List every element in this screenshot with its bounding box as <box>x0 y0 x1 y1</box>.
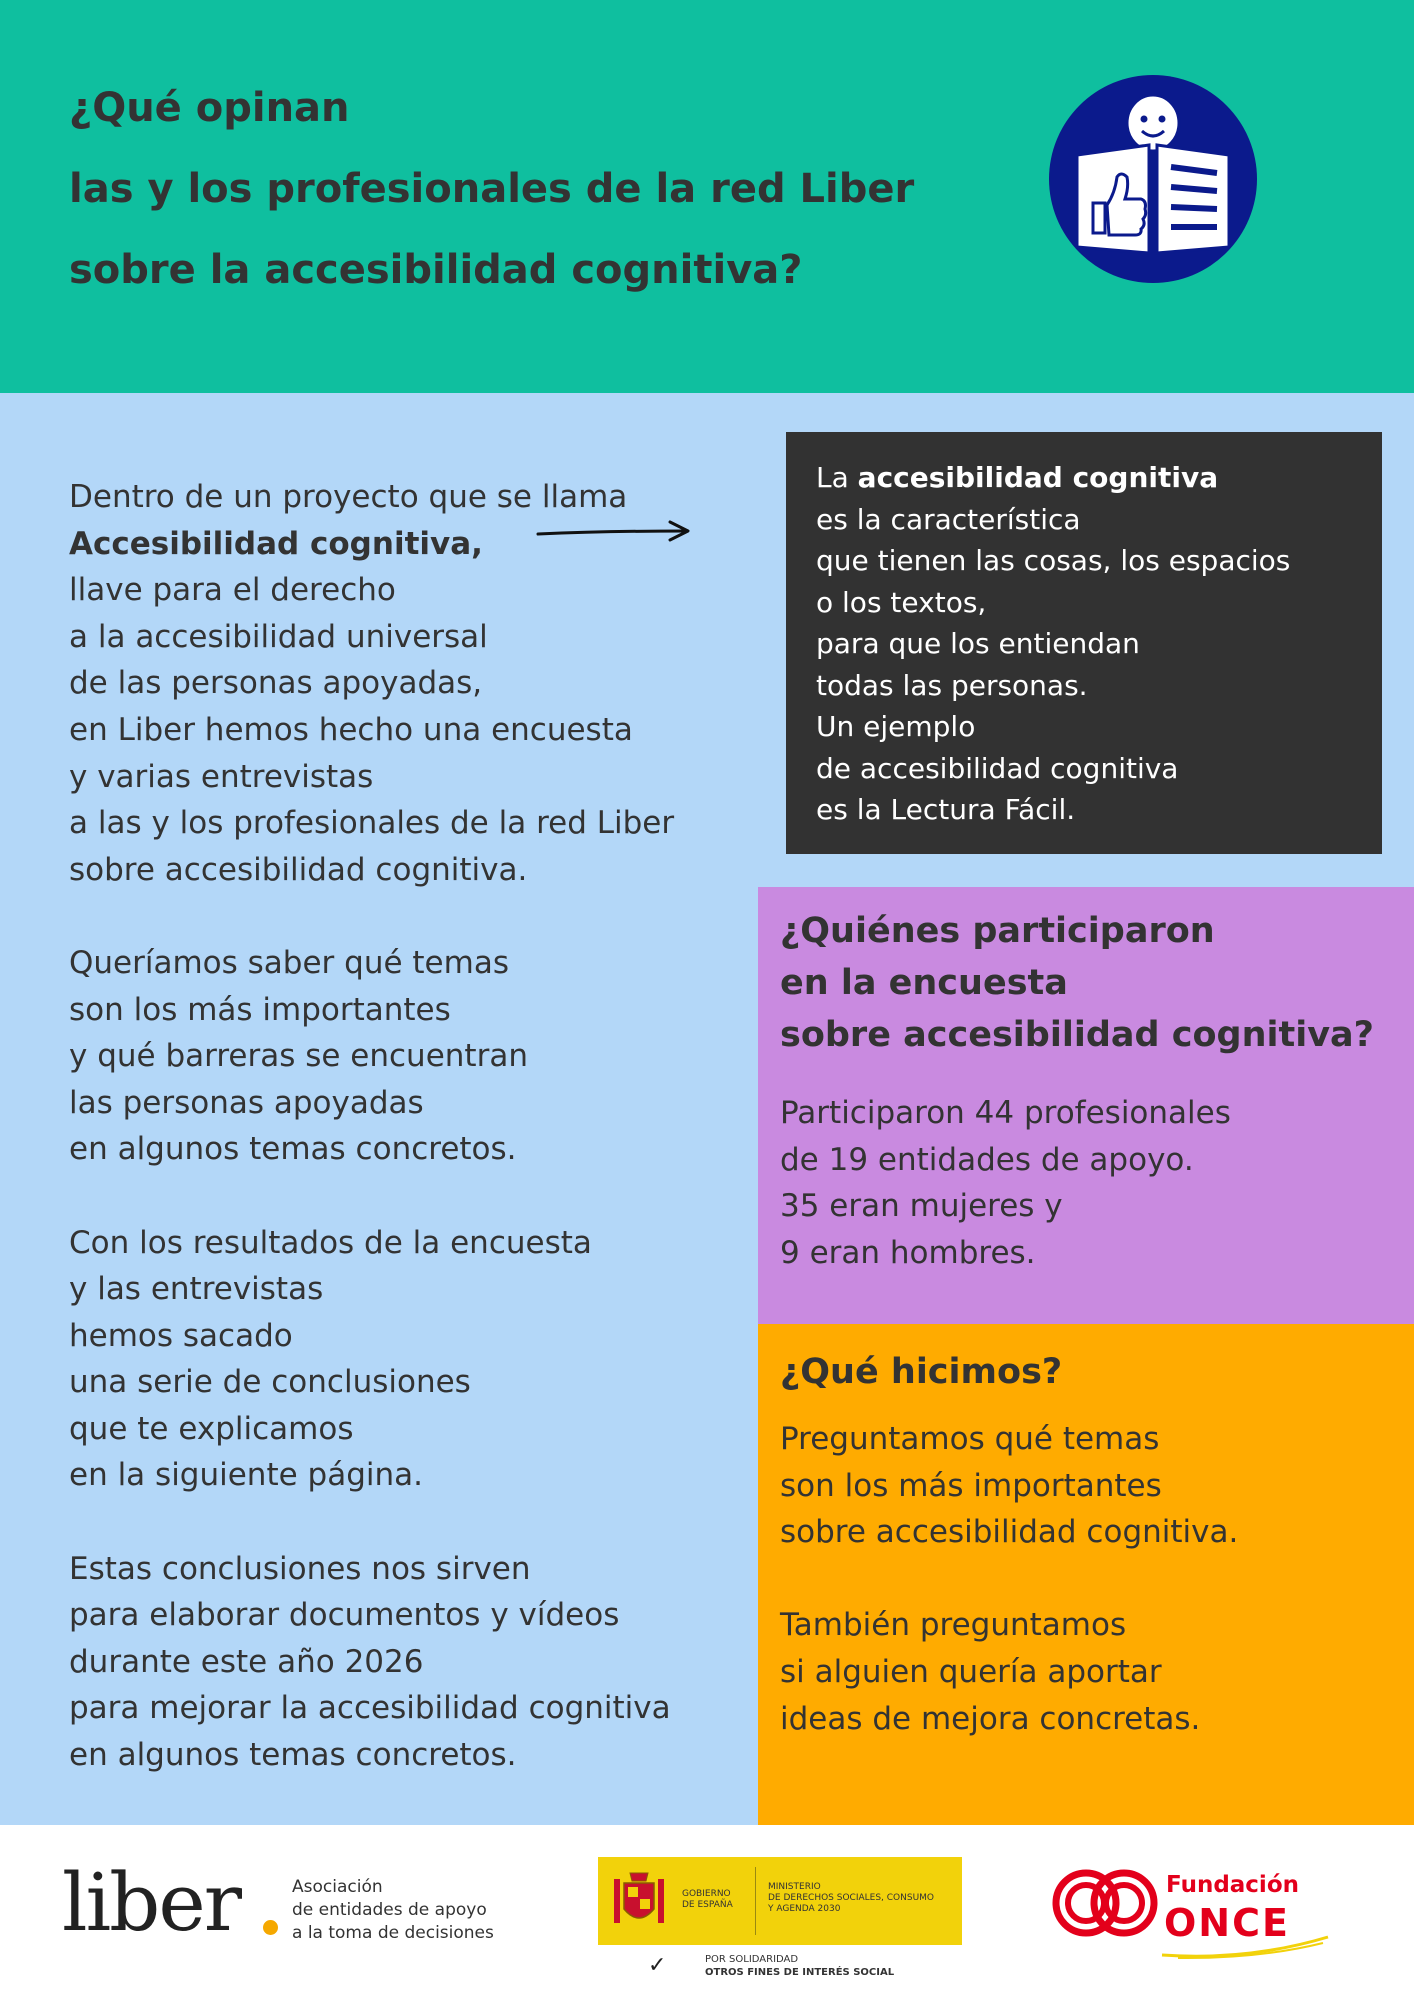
main-content <box>0 393 1414 1825</box>
definition-text <box>816 457 1290 831</box>
text-line: Con los resultados de la encuesta <box>69 1224 592 1261</box>
text-line: Preguntamos qué temas <box>780 1421 1160 1457</box>
government-label <box>682 1889 733 1911</box>
page-title <box>69 68 914 311</box>
text-line: que te explicamos <box>69 1410 354 1447</box>
text-line: son los más importantes <box>780 1467 1162 1504</box>
text-line: MINISTERIO <box>768 1882 821 1892</box>
fundacion-once-rings-icon <box>1050 1867 1162 1939</box>
text-line: llave para el derecho <box>69 572 396 609</box>
what-we-did-body <box>780 1416 1238 1742</box>
what-we-did-box <box>758 1324 1414 1825</box>
text-line: en algunos temas concretos. <box>69 1737 517 1774</box>
text-line: POR SOLIDARIDAD <box>705 1954 799 1965</box>
title-line: sobre accesibilidad cognitiva? <box>780 1015 1374 1055</box>
intro-paragraph-3 <box>69 1220 674 1500</box>
solidarity-label <box>705 1953 894 1979</box>
text-line: 9 eran hombres. <box>780 1234 1036 1271</box>
what-we-did-title: ¿Qué hicimos? <box>780 1352 1063 1392</box>
arrow-right-icon <box>536 520 691 544</box>
text-line: DE DERECHOS SOCIALES, CONSUMO <box>768 1893 935 1903</box>
government-logo <box>598 1857 962 1945</box>
once-label: ONCE <box>1164 1901 1290 1945</box>
text-line: y varias entrevistas <box>69 758 374 795</box>
title-line-1: ¿Qué opinan <box>69 85 350 131</box>
text-line: 35 eran mujeres y <box>780 1188 1063 1225</box>
participants-title <box>780 905 1374 1061</box>
text-line: para elaborar documentos y vídeos <box>69 1597 620 1634</box>
participants-box <box>758 887 1414 1324</box>
text-line: GOBIERNO <box>682 1889 731 1899</box>
text-line: a la accesibilidad universal <box>69 618 488 655</box>
text-line: a las y los profesionales de la red Liber <box>69 805 675 842</box>
text-line: ideas de mejora concretas. <box>780 1700 1201 1737</box>
text-line: Queríamos saber qué temas <box>69 944 509 981</box>
text-line: en Liber hemos hecho una encuesta <box>69 711 633 748</box>
participants-body <box>780 1090 1231 1276</box>
text-line: todas las personas. <box>816 668 1088 702</box>
checkmark-icon: ✓ <box>648 1953 667 1978</box>
text-line: de 19 entidades de apoyo. <box>780 1141 1194 1178</box>
intro-text <box>69 474 674 1825</box>
text-line: Dentro de un proyecto que se llama <box>69 479 628 515</box>
text-line: a la toma de decisiones <box>292 1923 494 1943</box>
text-line: También preguntamos <box>780 1607 1127 1644</box>
text-line: Asociación <box>292 1877 383 1897</box>
liber-logo-dot <box>263 1920 278 1935</box>
text-line: y las entrevistas <box>69 1271 324 1308</box>
text-line: durante este año 2026 <box>69 1643 424 1680</box>
header-banner <box>0 0 1414 393</box>
text-line: es la característica <box>816 502 1081 536</box>
title-line-3: sobre la accesibilidad cognitiva? <box>69 247 803 293</box>
text-line: de las personas apoyadas, <box>69 665 483 702</box>
text-line: que tienen las cosas, los espacios <box>816 544 1291 577</box>
text-line: es la Lectura Fácil. <box>816 793 1076 826</box>
text-line: una serie de conclusiones <box>69 1364 471 1401</box>
text-line: Un ejemplo <box>816 710 976 743</box>
text-line: DE ESPAÑA <box>682 1900 733 1910</box>
text-line: si alguien quería aportar <box>780 1653 1162 1690</box>
ministry-label <box>768 1882 934 1915</box>
text-line: Participaron 44 profesionales <box>780 1095 1231 1131</box>
liber-logo: liber <box>62 1856 240 1949</box>
text-line: Y AGENDA 2030 <box>768 1904 841 1914</box>
paragraph-gap <box>780 1556 1238 1603</box>
text-line: o los textos, <box>816 585 987 619</box>
text-line: OTROS FINES DE INTERÉS SOCIAL <box>705 1967 895 1978</box>
definition-lead-line <box>816 457 1290 499</box>
text-line: sobre accesibilidad cognitiva. <box>780 1514 1239 1551</box>
text-line: las personas apoyadas <box>69 1084 424 1121</box>
intro-paragraph-4 <box>69 1546 674 1779</box>
definition-term: accesibilidad cognitiva <box>857 461 1219 494</box>
text-line: para mejorar la accesibilidad cognitiva <box>69 1690 671 1727</box>
project-name: Accesibilidad cognitiva, <box>69 525 483 562</box>
text-line: y qué barreras se encuentran <box>69 1038 528 1075</box>
footer-logos <box>0 1825 1414 2000</box>
text-line: son los más importantes <box>69 991 451 1028</box>
spain-coat-of-arms-icon <box>610 1869 668 1933</box>
title-line: ¿Quiénes participaron <box>780 911 1215 951</box>
divider <box>755 1867 756 1935</box>
liber-description <box>292 1876 494 1945</box>
once-swoosh-icon <box>1158 1931 1333 1961</box>
text-line: de accesibilidad cognitiva <box>816 751 1179 785</box>
text-line: para que los entiendan <box>816 627 1140 660</box>
text-line: Estas conclusiones nos sirven <box>69 1550 531 1587</box>
title-line: en la encuesta <box>780 963 1068 1003</box>
fundacion-label: Fundación <box>1166 1872 1299 1898</box>
text-line: sobre accesibilidad cognitiva. <box>69 851 528 888</box>
intro-paragraph-2 <box>69 940 674 1173</box>
text-line: en la siguiente página. <box>69 1457 424 1494</box>
text-line: de entidades de apoyo <box>292 1900 487 1920</box>
text-line: hemos sacado <box>69 1317 293 1354</box>
text-line: en algunos temas concretos. <box>69 1131 517 1168</box>
definition-lead: La <box>816 461 858 494</box>
definition-box <box>786 432 1382 854</box>
easy-read-icon <box>1049 75 1257 283</box>
title-line-2: las y los profesionales de la red Liber <box>69 166 915 212</box>
